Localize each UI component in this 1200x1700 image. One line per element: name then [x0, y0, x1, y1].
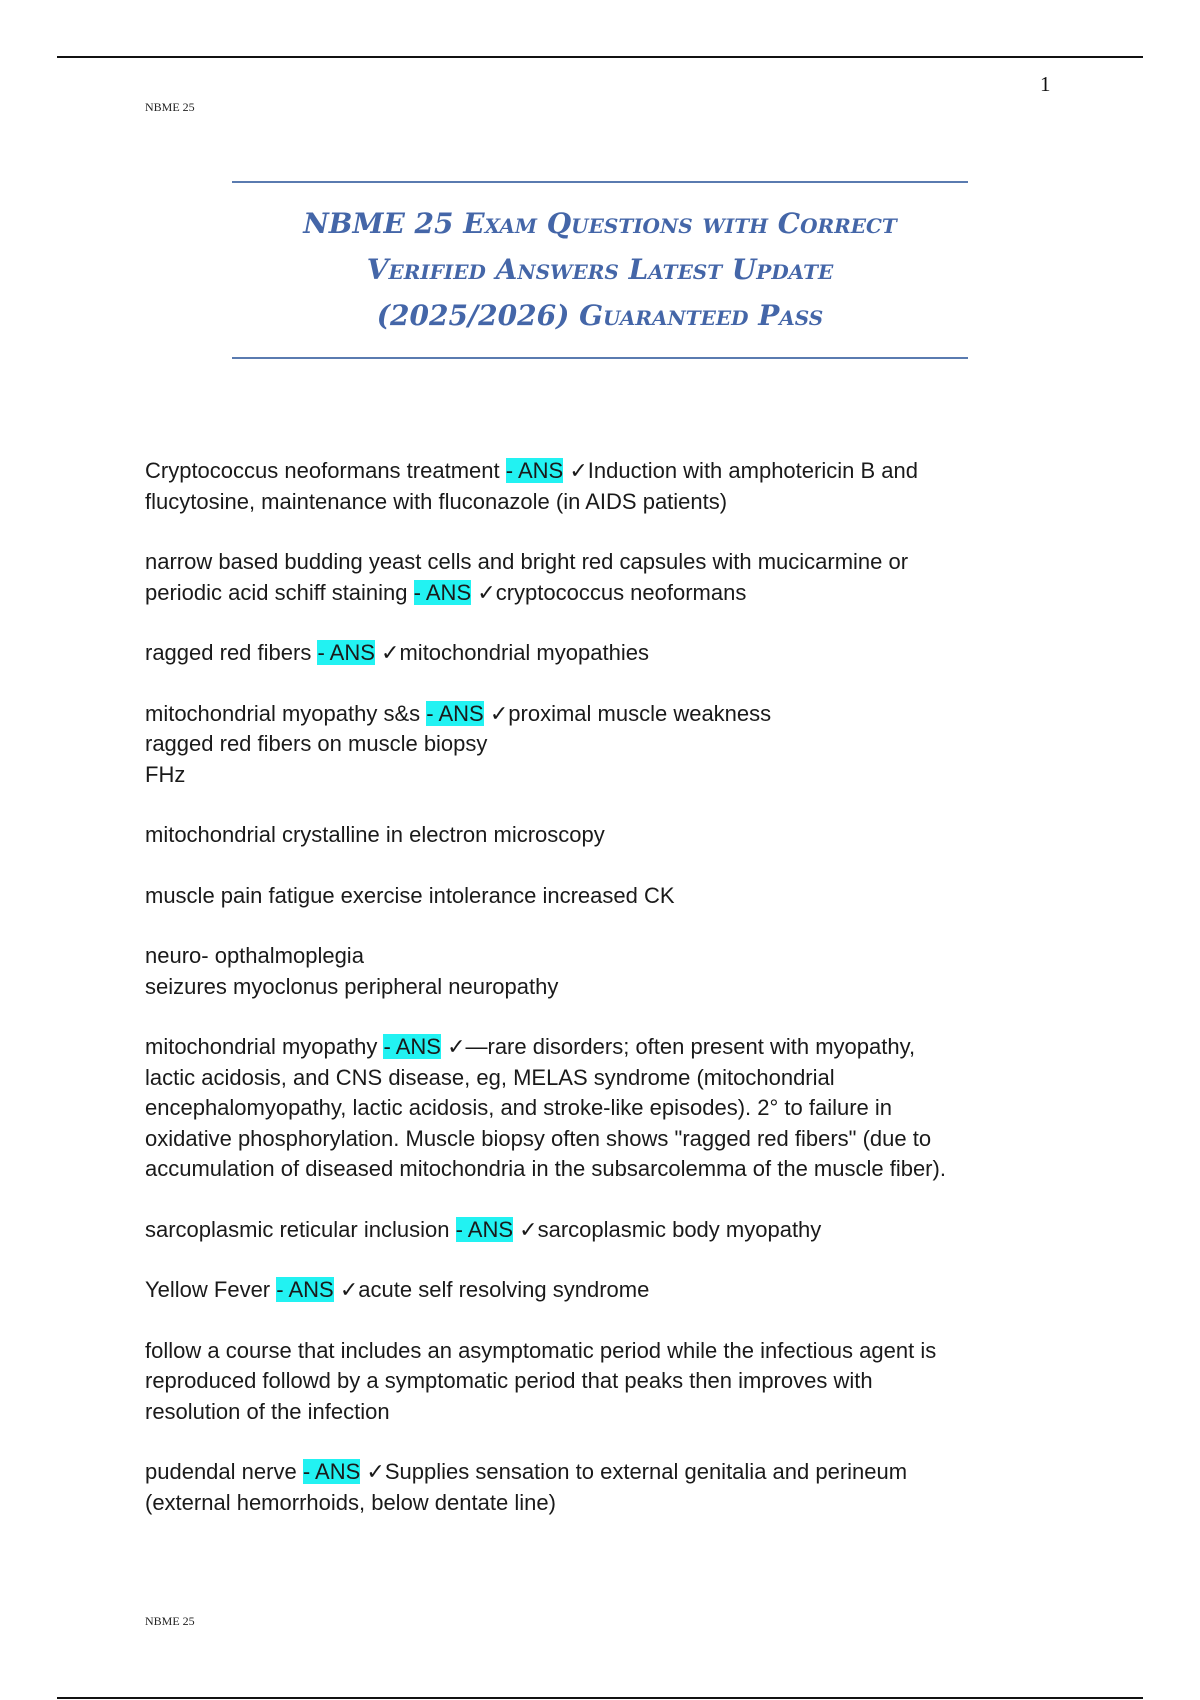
qa-first-line — [145, 638, 1045, 669]
ans-marker: - ANS — [276, 1277, 334, 1302]
answer-line: lactic acidosis, and CNS disease, eg, MELAS syndrome (mitochondrial — [145, 1064, 835, 1090]
ans-marker: - ANS — [413, 579, 472, 605]
title-rule-bottom — [232, 357, 968, 359]
qa-first-line — [145, 1032, 1045, 1063]
qa-entry — [145, 1336, 1045, 1428]
answer-text: proximal muscle weakness — [508, 700, 772, 726]
running-footer: NBME 25 — [145, 1614, 195, 1628]
ans-marker: - ANS — [302, 1459, 361, 1484]
qa-first-line — [145, 1275, 1045, 1306]
ans-marker: - ANS — [426, 700, 484, 726]
qa-entry — [145, 699, 1045, 791]
qa-entry — [145, 941, 1045, 1002]
answer-line: follow a course that includes an asymptomatic period while the infectious agent is — [145, 1337, 937, 1363]
answer-line: neuro- opthalmoplegia — [145, 943, 364, 968]
qa-entry — [145, 1215, 1045, 1246]
answer-line: mitochondrial crystalline in electron microscopy — [145, 822, 605, 847]
qa-entry — [145, 1032, 1045, 1185]
title-line: Verified Answers Latest Update — [366, 253, 834, 286]
qa-entry — [145, 638, 1045, 669]
check-mark-icon: ✓ — [489, 700, 509, 726]
page-number: 1 — [1040, 72, 1051, 96]
title-rule-top — [232, 181, 968, 183]
running-header: NBME 25 — [145, 100, 195, 114]
qa-first-line — [145, 1215, 1045, 1246]
answer-text: acute self resolving syndrome — [358, 1277, 650, 1302]
answer-line: oxidative phosphorylation. Muscle biopsy often shows "ragged red fibers" (due to — [145, 1125, 932, 1151]
check-mark-icon: ✓ — [447, 1034, 466, 1059]
answer-text: cryptococcus neoformans — [495, 579, 747, 605]
answer-line: muscle pain fatigue exercise intolerance increased CK — [145, 882, 675, 908]
check-mark-icon: ✓ — [339, 1277, 359, 1302]
qa-first-line — [145, 699, 1045, 730]
qa-entry — [145, 1457, 1045, 1518]
answer-line: ragged red fibers on muscle biopsy — [145, 731, 488, 756]
check-mark-icon: ✓ — [569, 458, 588, 483]
answer-text: Supplies sensation to external genitalia and perineum — [384, 1459, 908, 1484]
qa-first-line — [145, 456, 1045, 487]
question-text: mitochondrial myopathy s&s — [145, 700, 421, 726]
check-mark-icon: ✓ — [366, 1459, 385, 1484]
qa-entry — [145, 547, 1045, 608]
answer-text: sarcoplasmic body myopathy — [537, 1216, 822, 1242]
title-line: NBME 25 Exam Questions with Correct — [303, 207, 897, 240]
ans-marker: - ANS — [455, 1216, 514, 1242]
answer-text: mitochondrial myopathies — [399, 640, 649, 665]
qa-entry — [145, 1275, 1045, 1306]
qa-entry — [145, 456, 1045, 517]
document-title — [232, 201, 968, 339]
question-text: pudendal nerve — [145, 1459, 297, 1484]
question-text: ragged red fibers — [145, 640, 312, 665]
answer-line: resolution of the infection — [145, 1398, 390, 1424]
ans-marker: - ANS — [383, 1034, 441, 1059]
answer-line: (external hemorrhoids, below dentate line) — [145, 1489, 556, 1515]
qa-entry — [145, 820, 1045, 851]
answer-text: Induction with amphotericin B and — [587, 458, 918, 483]
answer-line: flucytosine, maintenance with fluconazole (in AIDS patients) — [145, 488, 728, 514]
question-text: periodic acid schiff staining — [145, 579, 408, 605]
question-text: sarcoplasmic reticular inclusion — [145, 1216, 450, 1242]
check-mark-icon: ✓ — [381, 640, 400, 665]
bottom-rule — [57, 1697, 1143, 1699]
question-text: Yellow Fever — [145, 1277, 271, 1302]
answer-text: —rare disorders; often present with myopathy, — [465, 1034, 916, 1059]
qa-entry — [145, 881, 1045, 912]
qa-first-line — [145, 1457, 1045, 1488]
answer-line: seizures myoclonus peripheral neuropathy — [145, 973, 559, 999]
answer-line: reproduced followd by a symptomatic period that peaks then improves with — [145, 1368, 873, 1393]
answer-line: encephalomyopathy, lactic acidosis, and stroke-like episodes). 2° to failure in — [145, 1095, 893, 1120]
check-mark-icon: ✓ — [519, 1216, 538, 1242]
answer-line: FHz — [145, 761, 186, 787]
check-mark-icon: ✓ — [477, 579, 496, 605]
ans-marker: - ANS — [505, 458, 564, 483]
ans-marker: - ANS — [317, 640, 375, 665]
top-rule — [57, 56, 1143, 58]
question-line: narrow based budding yeast cells and bright red capsules with mucicarmine or — [145, 549, 909, 574]
question-text: Cryptococcus neoformans treatment — [145, 458, 500, 483]
qa-first-line — [145, 578, 1045, 609]
answer-line: accumulation of diseased mitochondria in the subsarcolemma of the muscle fiber). — [145, 1156, 946, 1181]
qa-list — [145, 456, 1045, 1548]
question-text: mitochondrial myopathy — [145, 1034, 378, 1059]
title-line: (2025/2026) Guaranteed Pass — [376, 299, 824, 332]
